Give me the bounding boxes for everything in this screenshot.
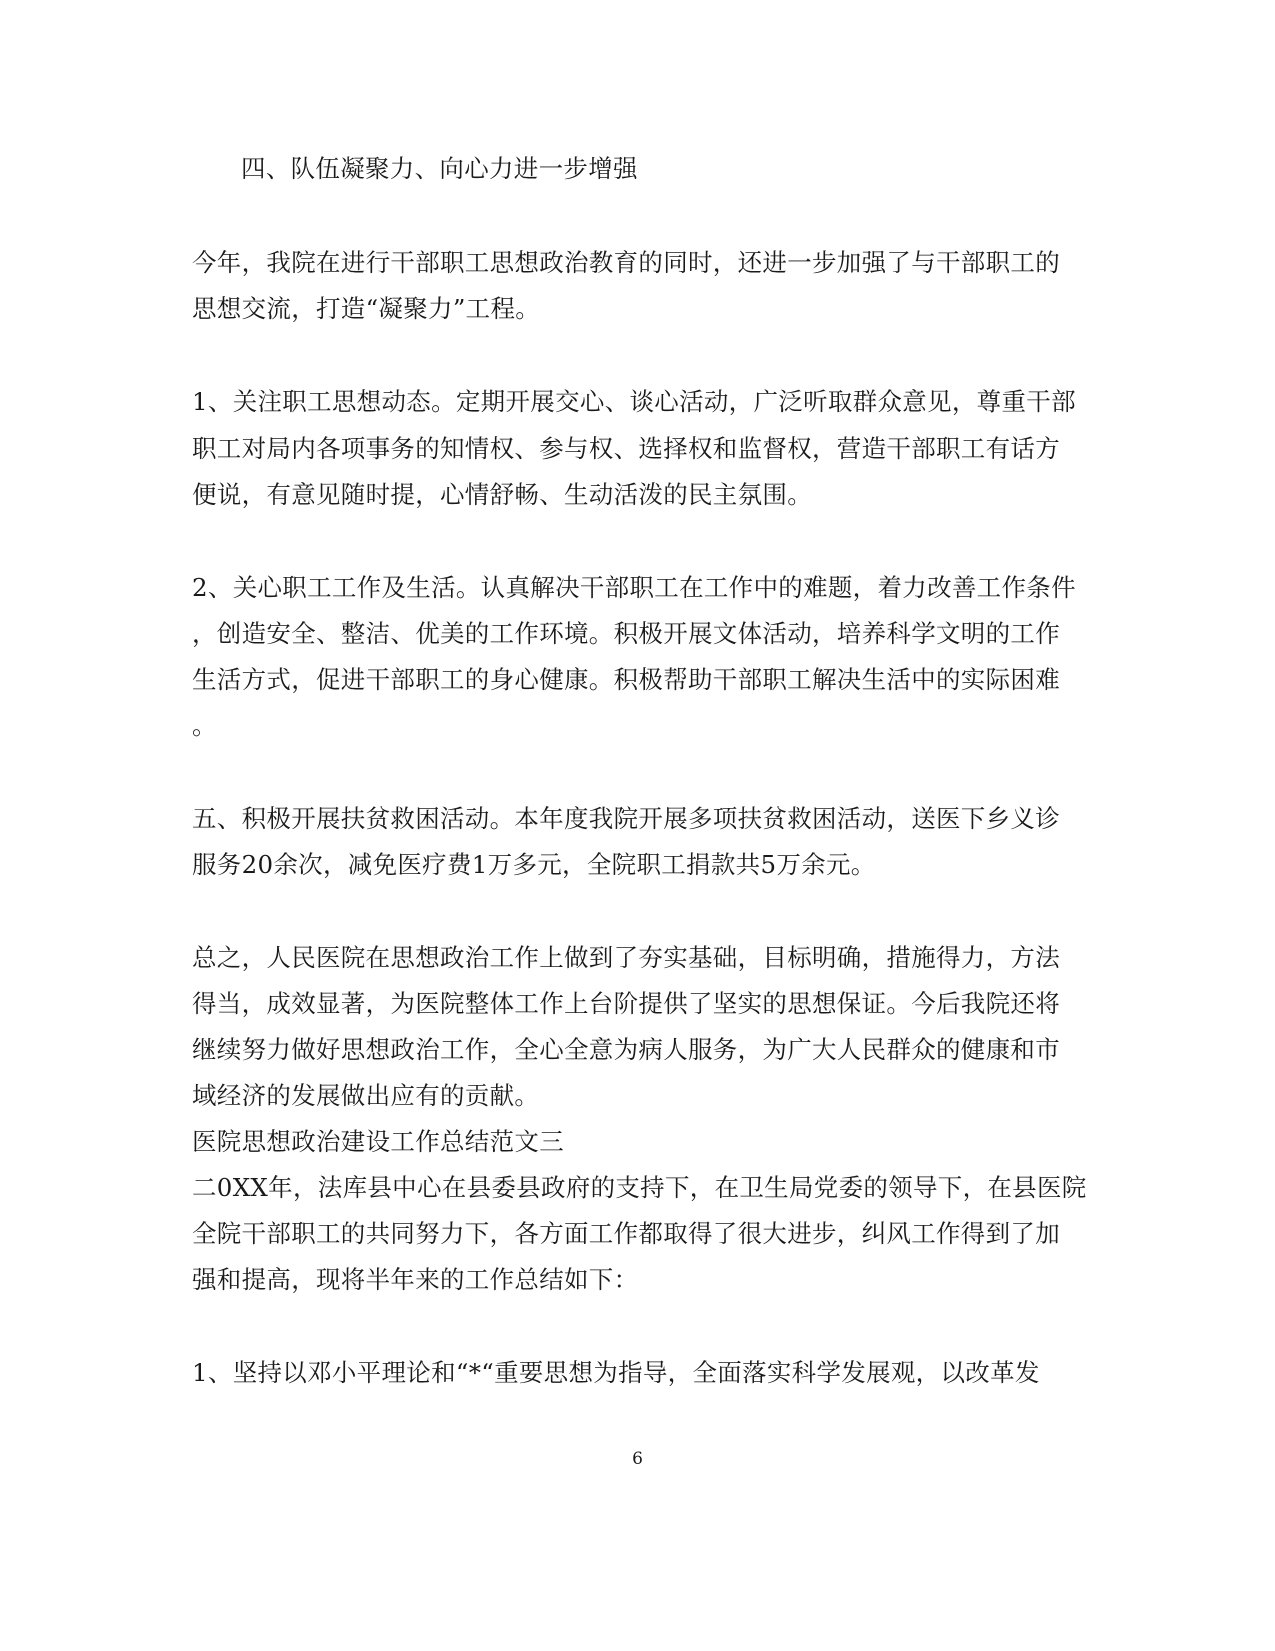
opening-line-3: 强和提高，现将半年来的工作总结如下：	[192, 1265, 639, 1294]
summary-line-4: 域经济的发展做出应有的贡献。	[192, 1081, 540, 1110]
opening-line-2: 全院干部职工的共同努力下，各方面工作都取得了很大进步，纠风工作得到了加	[192, 1219, 1060, 1248]
section-five-line-2: 服务20余次，减免医疗费1万多元，全院职工捐款共5万余元。	[192, 850, 876, 879]
summary-line-3: 继续努力做好思想政治工作，全心全意为病人服务，为广大人民群众的健康和市	[192, 1035, 1060, 1064]
summary-line-2: 得当，成效显著，为医院整体工作上台阶提供了坚实的思想保证。今后我院还将	[192, 989, 1060, 1018]
section-heading-four: 四、队伍凝聚力、向心力进一步增强	[241, 154, 638, 183]
section-title-three: 医院思想政治建设工作总结范文三	[192, 1127, 564, 1156]
item-two-line-1: 2、关心职工工作及生活。认真解决干部职工在工作中的难题，着力改善工作条件	[192, 573, 1076, 602]
section-five-line-1: 五、积极开展扶贫救困活动。本年度我院开展多项扶贫救困活动，送医下乡义诊	[192, 804, 1060, 833]
item-one-line-1: 1、关注职工思想动态。定期开展交心、谈心活动，广泛听取群众意见，尊重干部	[192, 387, 1076, 416]
item-one-line-3: 便说，有意见随时提，心情舒畅、生动活泼的民主氛围。	[192, 480, 812, 509]
opening-line-1: 二0XX年，法库县中心在县委县政府的支持下，在卫生局党委的领导下，在县医院	[192, 1173, 1087, 1202]
item-two-line-4: 。	[192, 711, 217, 740]
summary-line-1: 总之，人民医院在思想政治工作上做到了夯实基础，目标明确，措施得力，方法	[192, 943, 1060, 972]
intro-line-1: 今年，我院在进行干部职工思想政治教育的同时，还进一步加强了与干部职工的	[192, 248, 1060, 277]
point-one-line-1: 1、坚持以邓小平理论和“*“重要思想为指导，全面落实科学发展观，以改革发	[192, 1358, 1040, 1387]
item-two-line-3: 生活方式，促进干部职工的身心健康。积极帮助干部职工解决生活中的实际困难	[192, 665, 1060, 694]
item-two-line-2: ，创造安全、整洁、优美的工作环境。积极开展文体活动，培养科学文明的工作	[192, 619, 1060, 648]
item-one-line-2: 职工对局内各项事务的知情权、参与权、选择权和监督权，营造干部职工有话方	[192, 434, 1060, 463]
page-number: 6	[632, 1449, 643, 1469]
intro-line-2: 思想交流，打造“凝聚力”工程。	[192, 294, 541, 323]
